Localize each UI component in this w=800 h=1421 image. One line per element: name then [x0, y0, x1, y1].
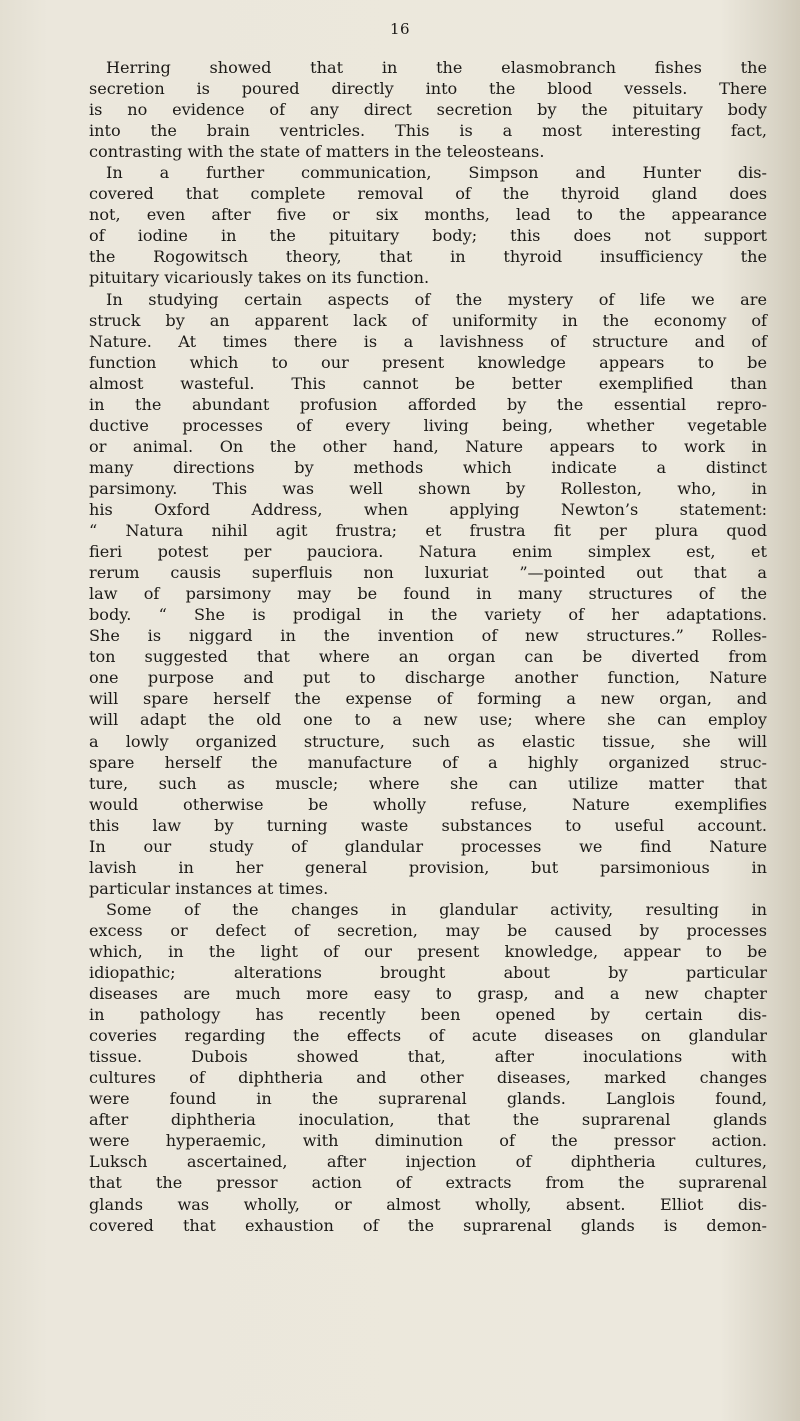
text-line: were hyperaemic, with diminution of the pressor action.: [89, 1131, 767, 1151]
text-line: Luksch ascertained, after injection of diphtheria cultures,: [89, 1152, 767, 1172]
text-line: struck by an apparent lack of uniformity in the economy of: [89, 310, 767, 330]
text-line: ture, such as muscle; where she can utilize matter that: [89, 773, 767, 793]
text-line: diseases are much more easy to grasp, and a new chapter: [89, 984, 767, 1004]
text-line: is no evidence of any direct secretion by the pituitary body: [89, 100, 767, 120]
text-line: ton suggested that where an organ can be diverted from: [89, 647, 767, 667]
text-line: which, in the light of our present knowledge, appear to be: [89, 941, 767, 961]
text-line: spare herself the manufacture of a highly organized struc-: [89, 752, 767, 772]
text-line: almost wasteful. This cannot be better exemplified than: [89, 373, 767, 393]
text-line: were found in the suprarenal glands. Langlois found,: [89, 1089, 767, 1109]
text-line: will spare herself the expense of forming a new organ, and: [89, 689, 767, 709]
text-line: tissue. Dubois showed that, after inoculations with: [89, 1047, 767, 1067]
text-line: contrasting with the state of matters in the teleosteans.: [89, 142, 545, 162]
text-line: body. “ She is prodigal in the variety of her adaptations.: [89, 605, 767, 625]
text-line: covered that complete removal of the thyroid gland does: [89, 184, 767, 204]
text-line: in the abundant profusion afforded by the essential repro-: [89, 394, 767, 414]
text-line: parsimony. This was well shown by Rolleston, who, in: [89, 478, 767, 498]
text-line: coveries regarding the effects of acute diseases on glandular: [89, 1026, 767, 1046]
text-line: law of parsimony may be found in many structures of the: [89, 584, 767, 604]
page-number: 16: [389, 20, 411, 38]
text-line: Herring showed that in the elasmobranch fishes the: [106, 58, 767, 77]
text-line: lavish in her general provision, but parsimonious in: [89, 857, 767, 877]
text-line: would otherwise be wholly refuse, Nature exemplifies: [89, 794, 767, 814]
text-line: fieri potest per pauciora. Natura enim simplex est, et: [89, 542, 767, 562]
text-line: secretion is poured directly into the blood vessels. There: [89, 79, 767, 99]
text-line: this law by turning waste substances to useful account.: [89, 815, 767, 835]
text-line: particular instances at times.: [89, 878, 329, 898]
text-line: or animal. On the other hand, Nature appears to work in: [89, 436, 767, 456]
text-line: excess or defect of secretion, may be caused by processes: [89, 920, 767, 940]
text-line: after diphtheria inoculation, that the suprarenal glands: [89, 1110, 767, 1130]
text-line: ductive processes of every living being, whether vegetable: [89, 415, 767, 435]
text-line: In our study of glandular processes we find Nature: [89, 836, 767, 856]
body-text: [89, 57, 767, 1236]
text-line: glands was wholly, or almost wholly, absent. Elliot dis-: [89, 1194, 767, 1214]
text-line: not, even after five or six months, lead to the appearance: [89, 205, 767, 225]
text-line: of iodine in the pituitary body; this does not support: [89, 226, 767, 246]
text-line: cultures of diphtheria and other diseases, marked changes: [89, 1068, 767, 1088]
text-line: that the pressor action of extracts from the suprarenal: [89, 1173, 767, 1193]
text-line: his Oxford Address, when applying Newton’s statement:: [89, 499, 767, 519]
text-line: many directions by methods which indicate a distinct: [89, 457, 767, 477]
text-line: “ Natura nihil agit frustra; et frustra fit per plura quod: [89, 521, 767, 541]
text-line: idiopathic; alterations brought about by particular: [89, 963, 767, 983]
text-line: into the brain ventricles. This is a most interesting fact,: [89, 121, 767, 141]
text-line: will adapt the old one to a new use; where she can employ: [89, 710, 767, 730]
text-line: rerum causis superfluis non luxuriat ”—pointed out that a: [89, 563, 767, 583]
text-line: Some of the changes in glandular activity, resulting in: [106, 899, 767, 919]
text-line: pituitary vicariously takes on its function.: [89, 268, 430, 288]
text-line: Nature. At times there is a lavishness of structure and of: [89, 331, 767, 351]
text-line: a lowly organized structure, such as elastic tissue, she will: [89, 731, 767, 751]
text-line: covered that exhaustion of the suprarenal glands is demon-: [89, 1215, 767, 1235]
text-line: one purpose and put to discharge another function, Nature: [89, 668, 767, 688]
text-line: In a further communication, Simpson and Hunter dis-: [106, 163, 767, 183]
text-line: the Rogowitsch theory, that in thyroid insufficiency the: [89, 247, 767, 267]
text-line: in pathology has recently been opened by certain dis-: [89, 1005, 767, 1025]
text-line: function which to our present knowledge appears to be: [89, 352, 767, 372]
text-line: She is niggard in the invention of new structures.” Rolles-: [89, 626, 767, 646]
text-line: In studying certain aspects of the mystery of life we are: [106, 289, 767, 309]
